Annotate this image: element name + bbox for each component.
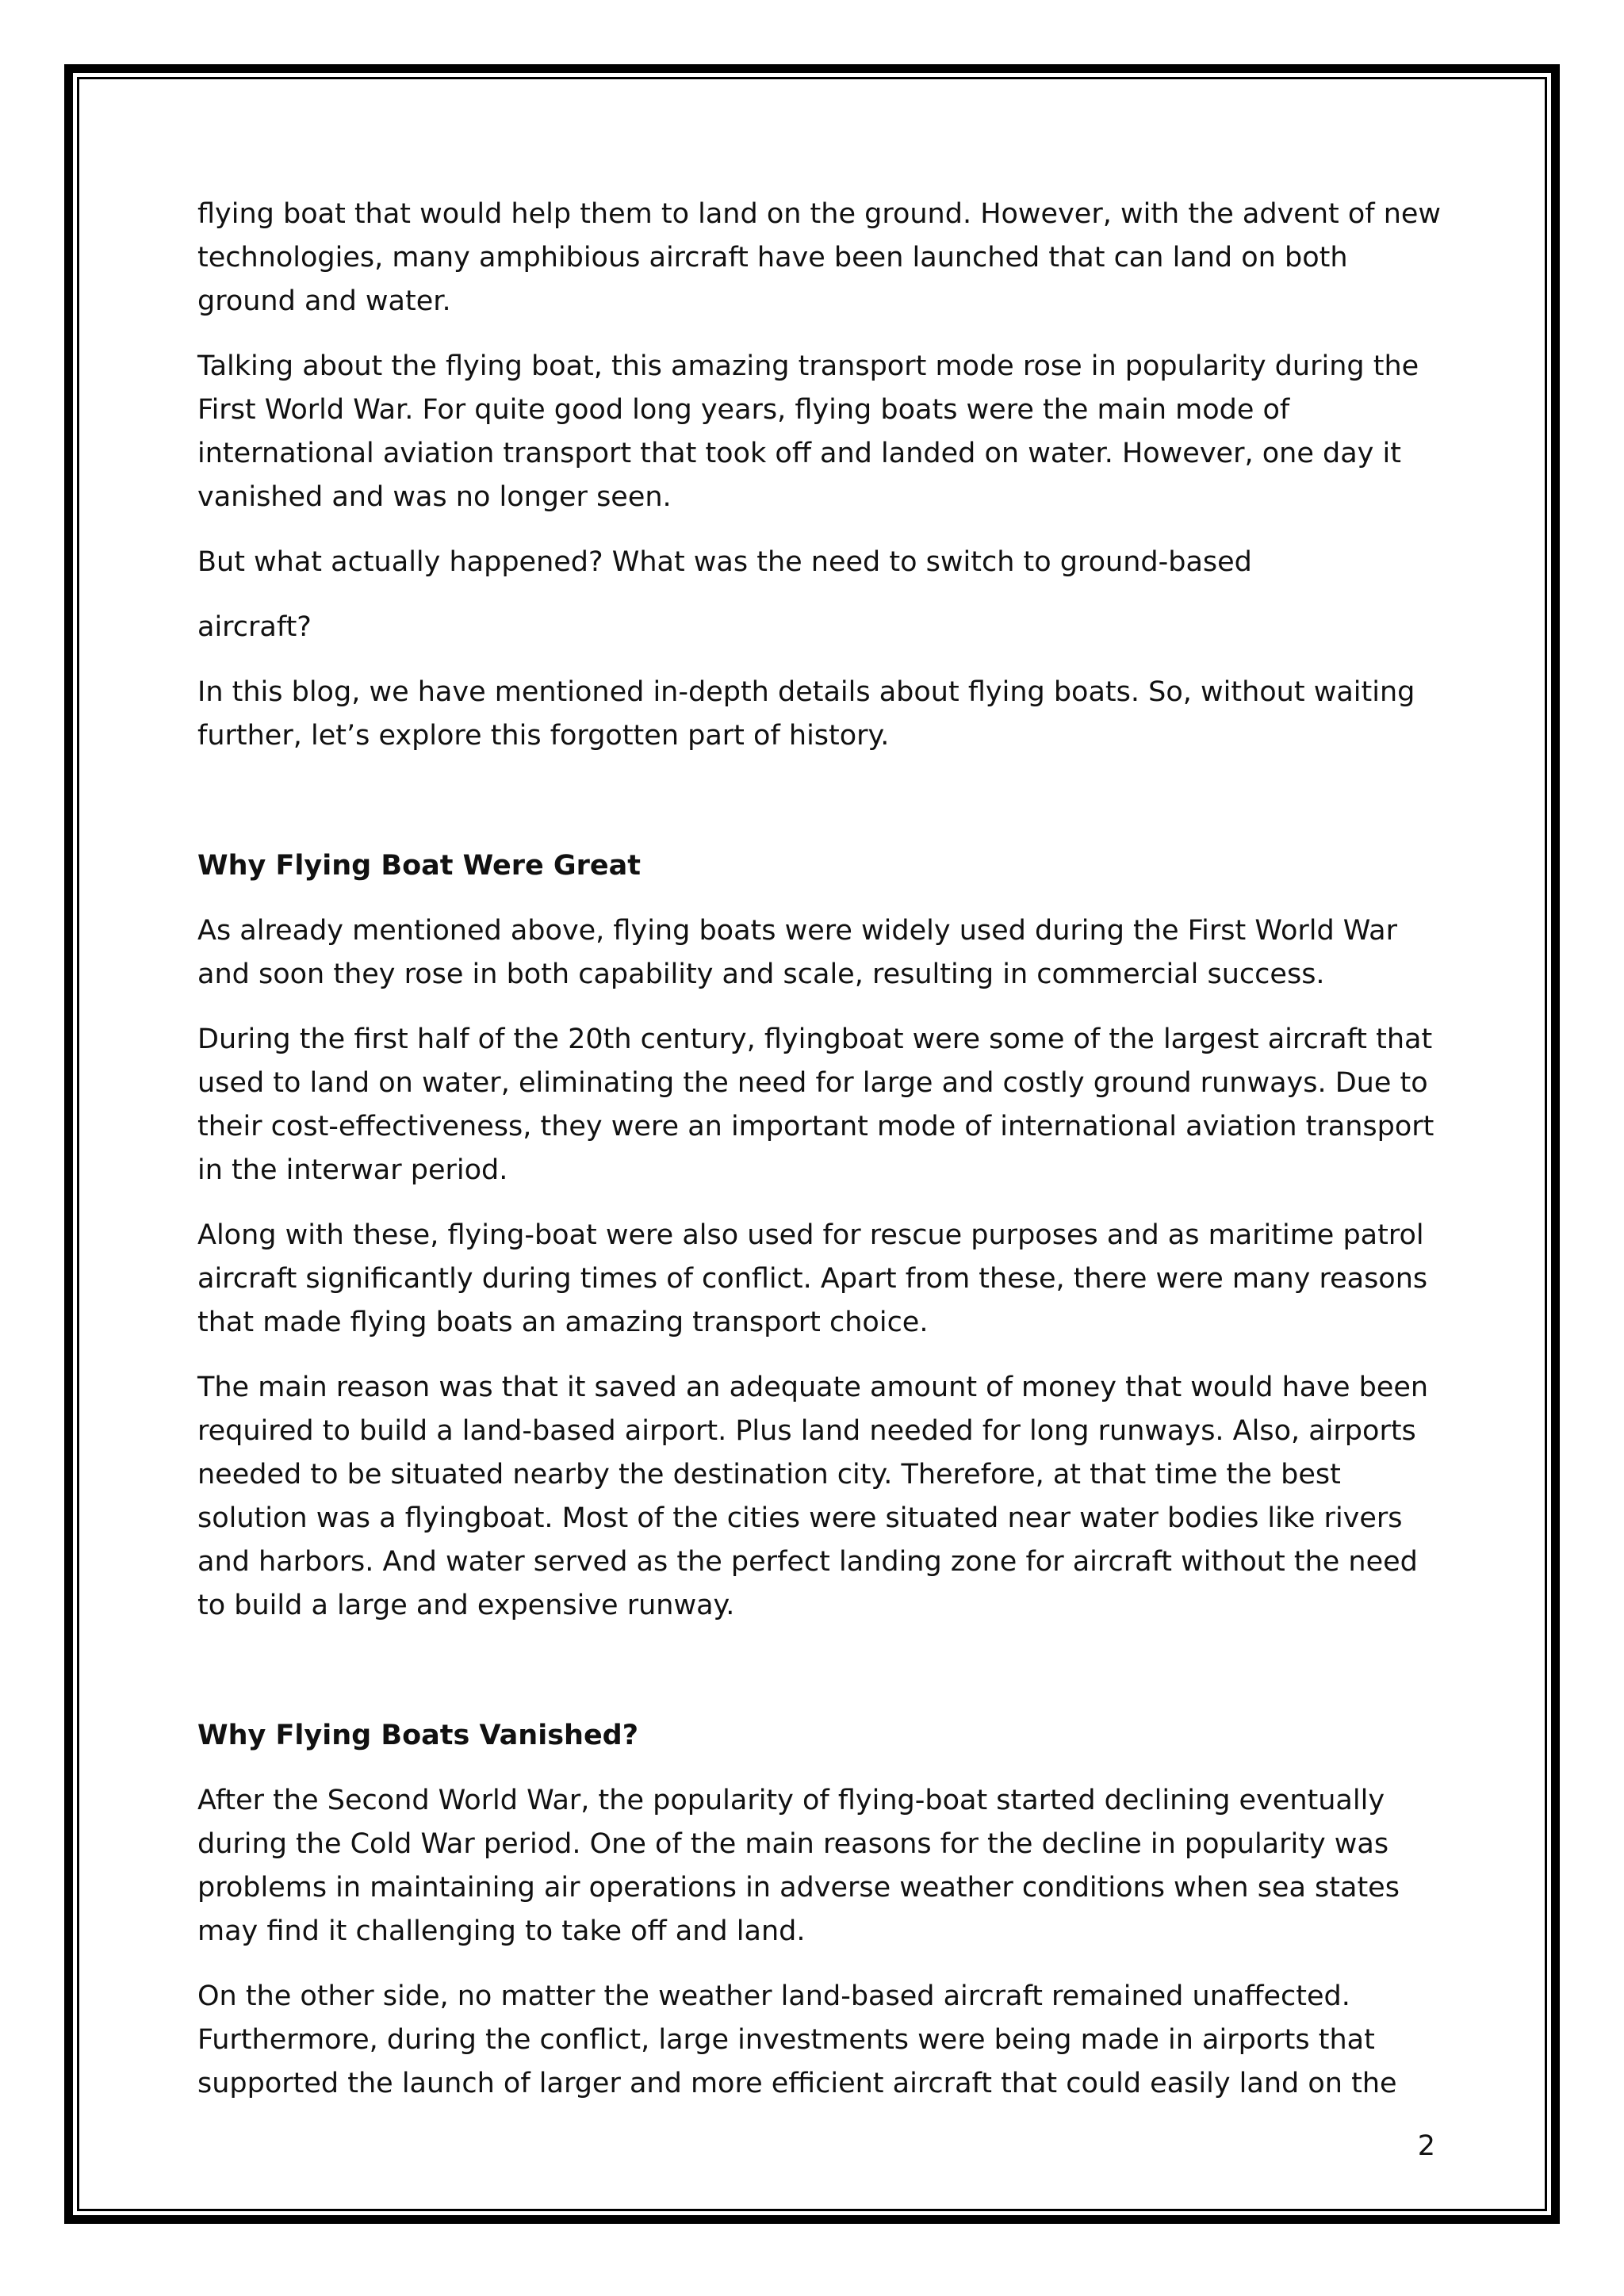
paragraph: flying boat that would help them to land on the ground. However, with the advent of new technologies, many amphibious aircraft have been launched that can land on both ground and water. xyxy=(197,198,1442,317)
paragraph: The main reason was that it saved an adequate amount of money that would have been required to build a land-based airport. Plus land needed for long runways. Also, airports needed to be situated nearby the destination city. Therefore, at that time the best solution was a flyingboat. Most of the cities were situated near water bodies like rivers and harbors. And water served as the perfect landing zone for aircraft without the need to build a large and expensive runway. xyxy=(197,1372,1429,1621)
paragraph: On the other side, no matter the weather land-based aircraft remained unaffected. Furthermore, during the conflict, large investments were being made in airports that supported the launch of larger and more efficient aircraft that could easily land on the xyxy=(197,1980,1397,2099)
page-number: 2 xyxy=(1417,2130,1435,2162)
document-body xyxy=(197,193,1442,2127)
paragraph: In this blog, we have mentioned in-depth details about flying boats. So, without waiting further, let’s explore this forgotten part of history. xyxy=(197,676,1415,752)
paragraph: Talking about the flying boat, this amazing transport mode rose in popularity during the First World War. For quite good long years, flying boats were the main mode of international aviation transport that took off and landed on water. However, one day it vanished and was no longer seen. xyxy=(197,350,1419,513)
paragraph: During the first half of the 20th century, flyingboat were some of the largest aircraft that used to land on water, eliminating the need for large and costly ground runways. Due to their cost-effectiveness, they were an important mode of international aviation transport in the interwar period. xyxy=(197,1024,1434,1186)
paragraph: But what actually happened? What was the need to switch to ground-based xyxy=(197,546,1252,578)
paragraph: As already mentioned above, flying boats were widely used during the First World War and soon they rose in both capability and scale, resulting in commercial success. xyxy=(197,915,1398,990)
paragraph: Along with these, flying-boat were also used for rescue purposes and as maritime patrol aircraft significantly during times of conflict. Apart from these, there were many reasons that made flying boats an amazing transport choice. xyxy=(197,1219,1428,1338)
section-gap xyxy=(197,779,1442,844)
paragraph: aircraft? xyxy=(197,611,312,643)
section-heading: Why Flying Boat Were Great xyxy=(197,850,642,882)
section-heading: Why Flying Boats Vanished? xyxy=(197,1720,639,1751)
paragraph: After the Second World War, the popularity of flying-boat started declining eventually during the Cold War period. One of the main reasons for the decline in popularity was problems in maintaining air operations in adverse weather conditions when sea states may find it challenging to take off and land. xyxy=(197,1785,1400,1947)
section-gap xyxy=(197,1649,1442,1714)
